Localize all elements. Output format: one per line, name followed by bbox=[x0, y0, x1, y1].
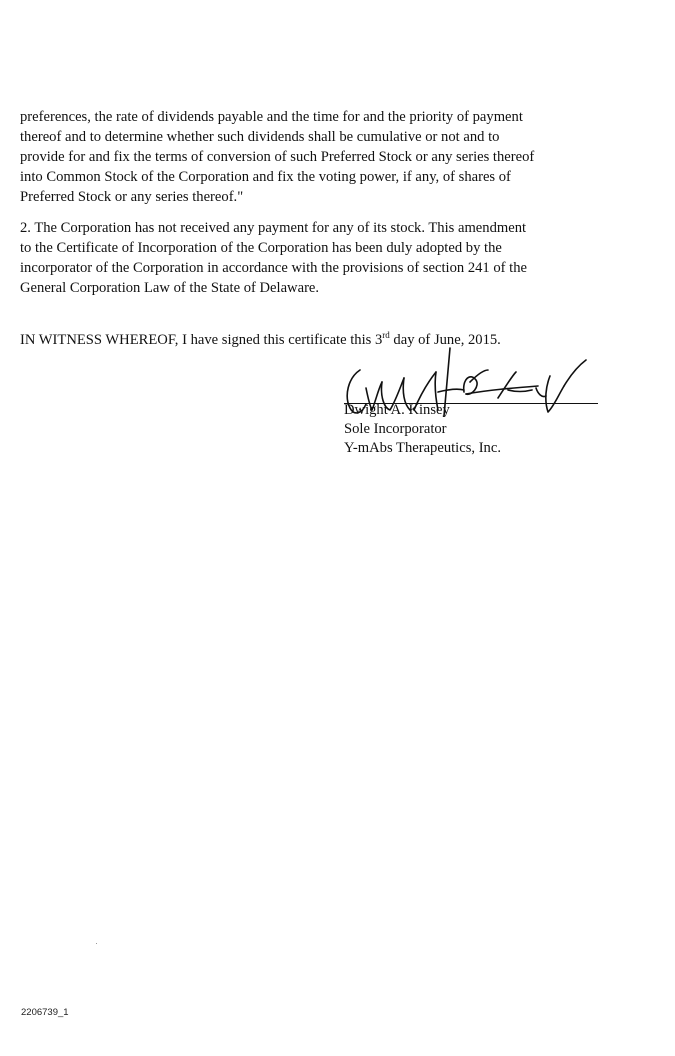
signature-block bbox=[338, 395, 638, 475]
signer-company: Y-mAbs Therapeutics, Inc. bbox=[344, 440, 501, 456]
paragraph-line: into Common Stock of the Corporation and fix the voting power, if any, of shares of bbox=[20, 169, 511, 185]
witness-text-after: day of June, 2015. bbox=[389, 332, 501, 348]
paragraph-preferred-stock bbox=[20, 107, 600, 207]
signer-title: Sole Incorporator bbox=[344, 421, 447, 437]
paragraph-line: General Corporation Law of the State of Delaware. bbox=[20, 280, 320, 296]
witness-superscript: rd bbox=[382, 330, 390, 341]
paragraph-line: provide for and fix the terms of conversion of such Preferred Stock or any series thereof bbox=[20, 149, 535, 165]
witness-text-before: IN WITNESS WHEREOF, I have signed this certificate this 3 bbox=[20, 332, 383, 348]
paragraph-line: thereof and to determine whether such dividends shall be cumulative or not and to bbox=[20, 129, 500, 145]
paragraph-line: to the Certificate of Incorporation of the Corporation has been duly adopted by the bbox=[20, 240, 502, 256]
scan-speck bbox=[96, 943, 97, 944]
signer-name: Dwight A. Kinsey bbox=[344, 402, 450, 418]
document-id: 2206739_1 bbox=[21, 1007, 69, 1018]
paragraph-line: 2. The Corporation has not received any payment for any of its stock. This amendment bbox=[20, 220, 527, 236]
paragraph-amendment bbox=[20, 218, 600, 298]
paragraph-line: preferences, the rate of dividends payable and the time for and the priority of payment bbox=[20, 109, 523, 125]
paragraph-line: incorporator of the Corporation in accordance with the provisions of section 241 of the bbox=[20, 260, 527, 276]
paragraph-line: Preferred Stock or any series thereof." bbox=[20, 189, 244, 205]
